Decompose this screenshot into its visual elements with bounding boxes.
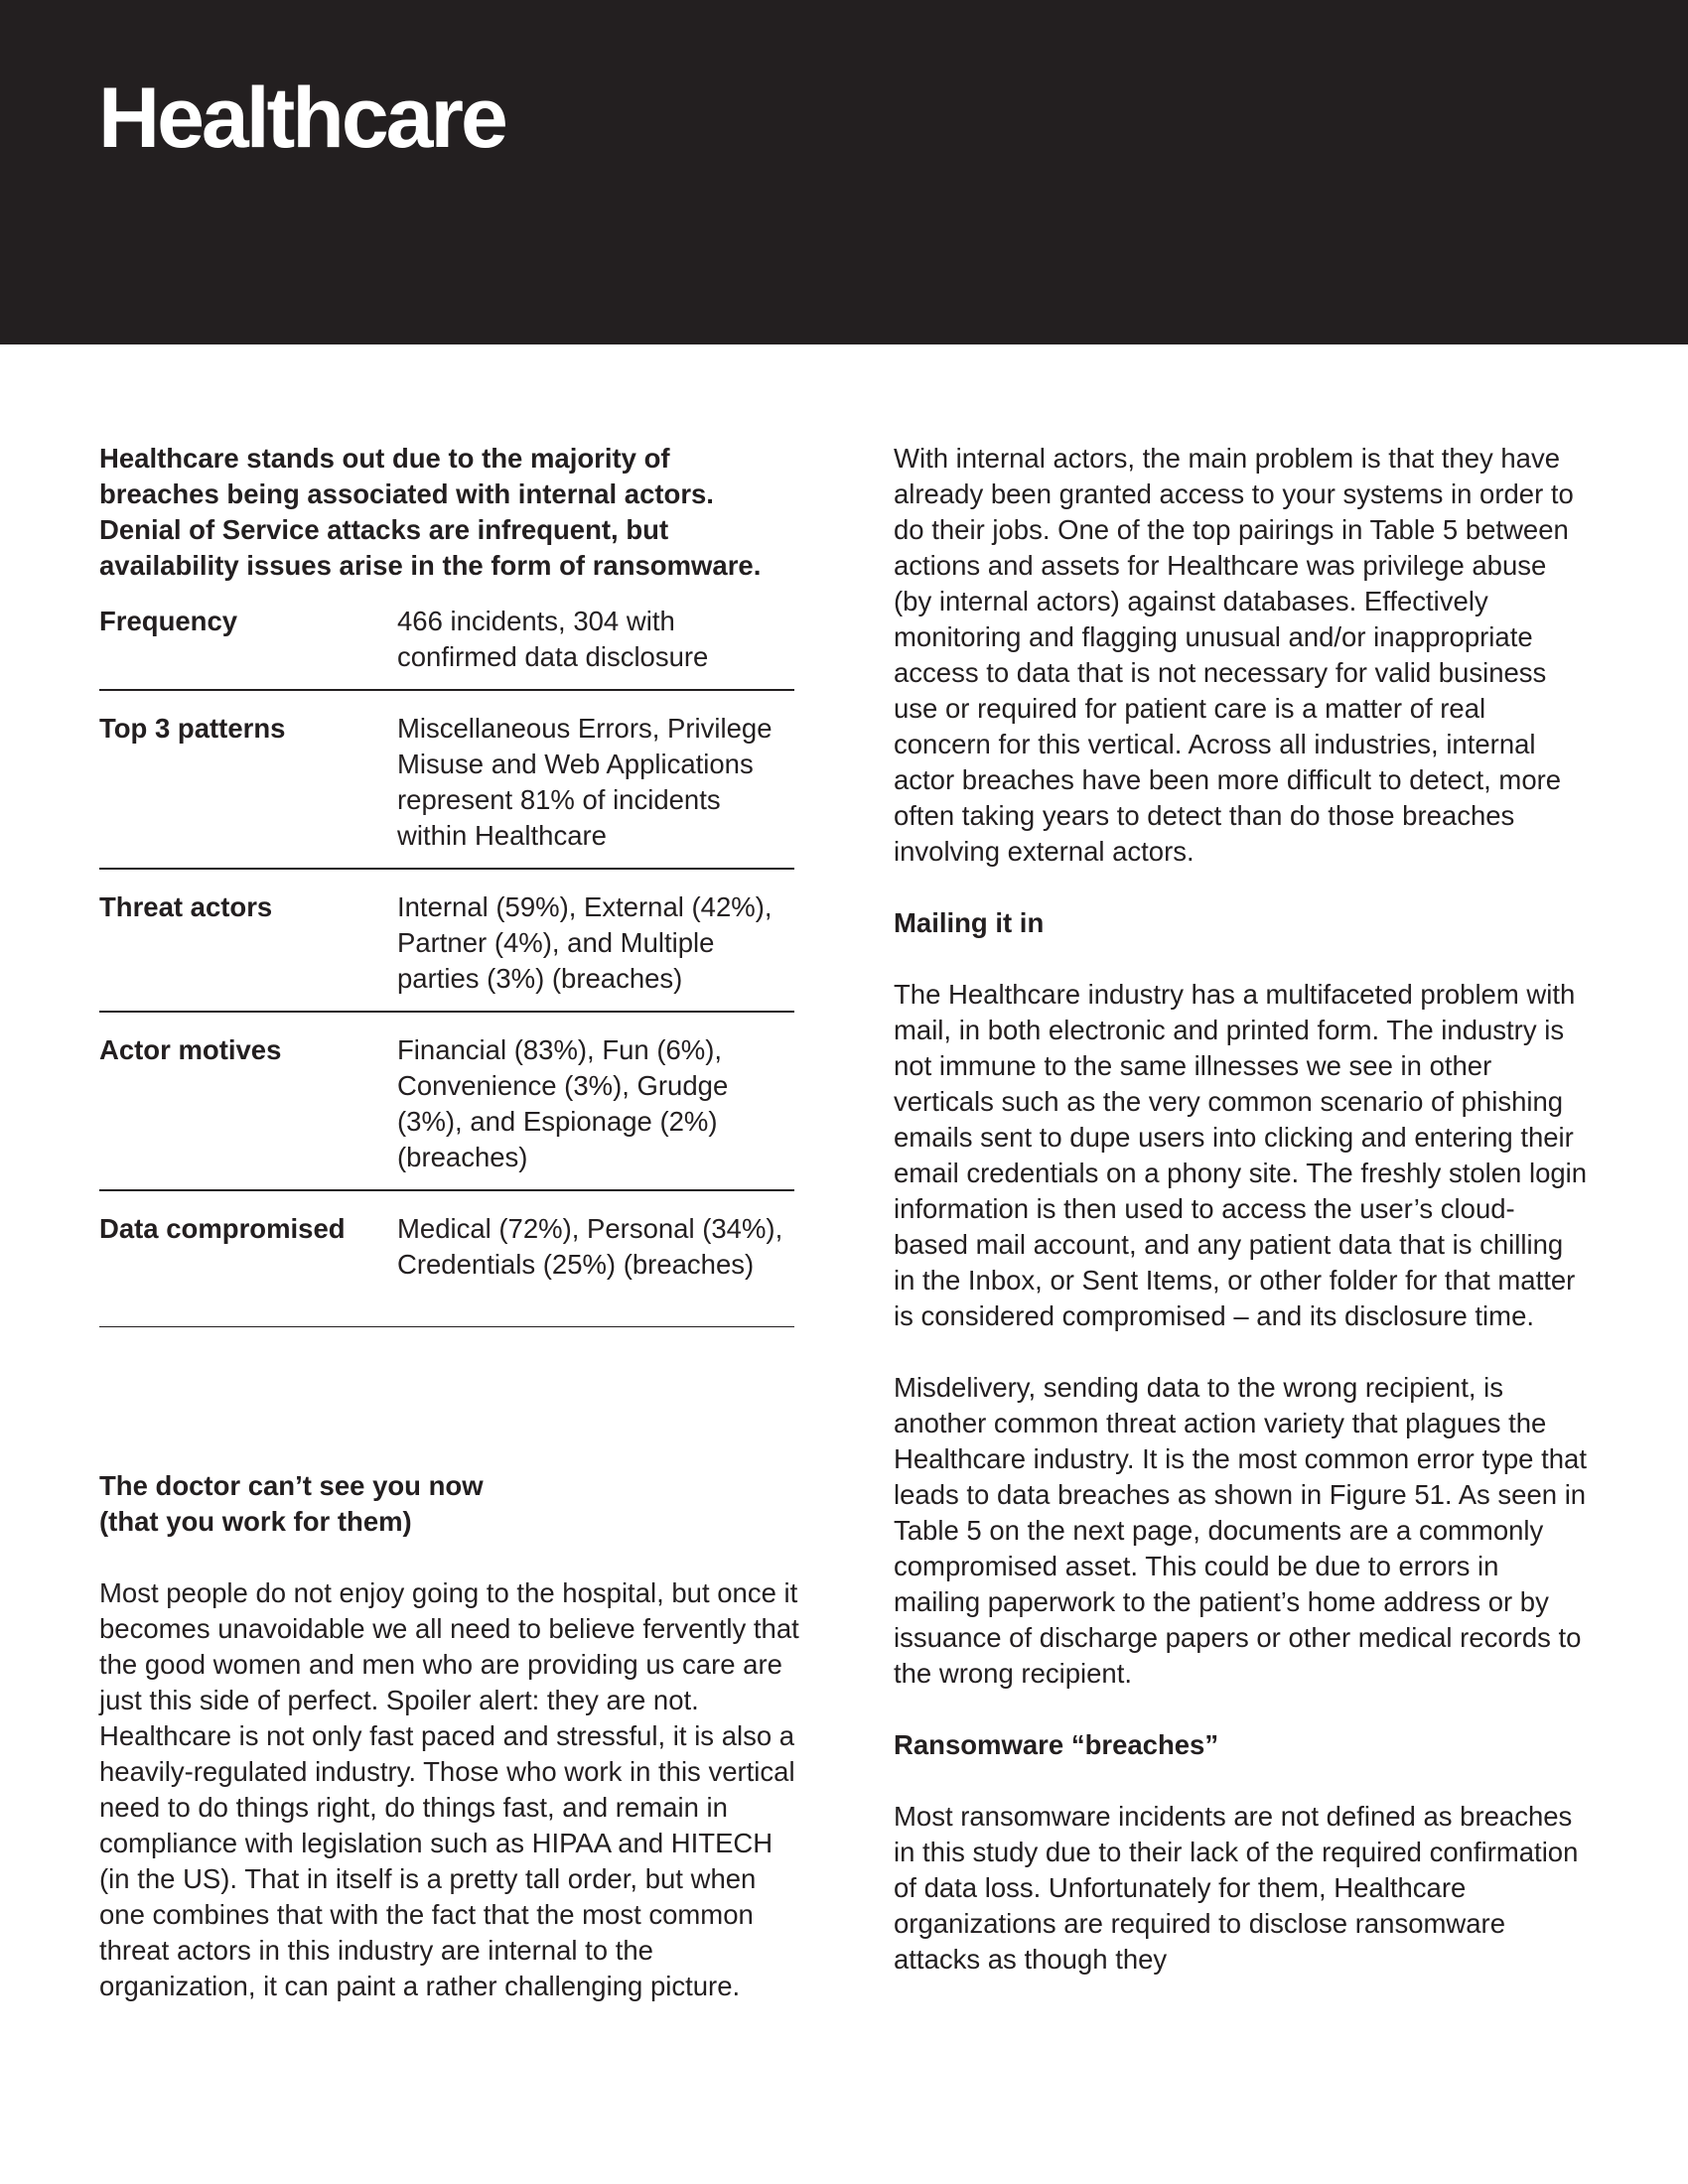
fact-label: Frequency — [99, 606, 238, 636]
misdelivery-paragraph: Misdelivery, sending data to the wrong recipient, is another common threat action variety that plagues the Healthcare industry. It is the most common error type that leads to data breaches as shown in Figure 51. As seen in Table 5 on the next page, documents are a commonly compromised asset. This could be due to errors in mailing paperwork to the patient’s home address or by issuance of discharge papers or other medical records to the wrong recipient. — [894, 1372, 1587, 1689]
fact-value: Internal (59%), External (42%), Partner (4%), and Multiple parties (3%) (breaches) — [397, 891, 773, 994]
fact-value: Medical (72%), Personal (34%), Credentials (25%) (breaches) — [397, 1213, 783, 1280]
ransomware-paragraph: Most ransomware incidents are not defined as breaches in this study due to their lack of the required confirmation of data loss. Unfortunately for them, Healthcare organizations are required to disclose ransomware attacks as though they — [894, 1801, 1579, 1975]
facts-table — [99, 604, 794, 1327]
fact-label: Data compromised — [99, 1213, 346, 1244]
fact-row-data-compromised — [99, 1211, 794, 1327]
doctor-section-title — [99, 1468, 814, 1540]
header-banner — [0, 0, 1688, 344]
fact-value: Financial (83%), Fun (6%), Convenience (3%), Grudge (3%), and Espionage (2%) (breaches) — [397, 1034, 729, 1172]
fact-label: Threat actors — [99, 891, 273, 922]
mailing-section-title: Mailing it in — [894, 907, 1045, 938]
fact-row-actor-motives — [99, 1032, 794, 1191]
fact-label: Top 3 patterns — [99, 713, 286, 744]
internal-actors-paragraph: With internal actors, the main problem is that they have already been granted access to your systems in order to do their jobs. One of the top pairings in Table 5 between actions and assets for Healthcare was privilege abuse (by internal actors) against databases. Effectively monitoring and flagging unusual and/or inappropriate access to data that is not necessary for valid business use or required for patient care is a matter of real concern for this vertical. Across all industries, internal actor breaches have been more difficult to detect, more often taking years to detect than do those breaches involving external actors. — [894, 443, 1574, 867]
doctor-section-body: Most people do not enjoy going to the hospital, but once it becomes unavoidable we all need to believe fervently that the good women and men who are providing us care are just this side of perfect. Spoiler alert: they are not. Healthcare is not only fast paced and stressful, it is also a heavily-regulated industry. Those who work in this vertical need to do things right, do things fast, and remain in compliance with legislation such as HIPAA and HITECH (in the US). That in itself is a pretty tall order, but when one combines that with the fact that the most common threat actors in this industry are internal to the organization, it can paint a rather challenging picture. — [99, 1577, 799, 2001]
left-column — [99, 441, 814, 2004]
doctor-title-line2: (that you work for them) — [99, 1506, 412, 1537]
fact-label: Actor motives — [99, 1034, 282, 1065]
doctor-title-line1: The doctor can’t see you now — [99, 1470, 484, 1501]
fact-row-top-patterns — [99, 711, 794, 870]
fact-row-threat-actors — [99, 889, 794, 1013]
fact-value: 466 incidents, 304 with confirmed data disclosure — [397, 606, 709, 672]
intro-summary: Healthcare stands out due to the majority of breaches being associated with internal actors. Denial of Service attacks are infrequent, but availability issues arise in the form of ransomware. — [99, 443, 762, 581]
right-column — [894, 441, 1589, 1978]
ransomware-section-title: Ransomware “breaches” — [894, 1729, 1219, 1760]
page-title: Healthcare — [98, 70, 505, 166]
mailing-paragraph: The Healthcare industry has a multifaceted problem with mail, in both electronic and printed form. The industry is not immune to the same illnesses we see in other verticals such as the very common scenario of phishing emails sent to dupe users into clicking and entering their email credentials on a phony site. The freshly stolen login information is then used to access the user’s cloud-based mail account, and any patient data that is chilling in the Inbox, or Sent Items, or other folder for that matter is considered compromised – and its disclosure time. — [894, 979, 1588, 1331]
fact-value: Miscellaneous Errors, Privilege Misuse and Web Applications represent 81% of incidents within Healthcare — [397, 713, 773, 851]
fact-row-frequency — [99, 604, 794, 691]
